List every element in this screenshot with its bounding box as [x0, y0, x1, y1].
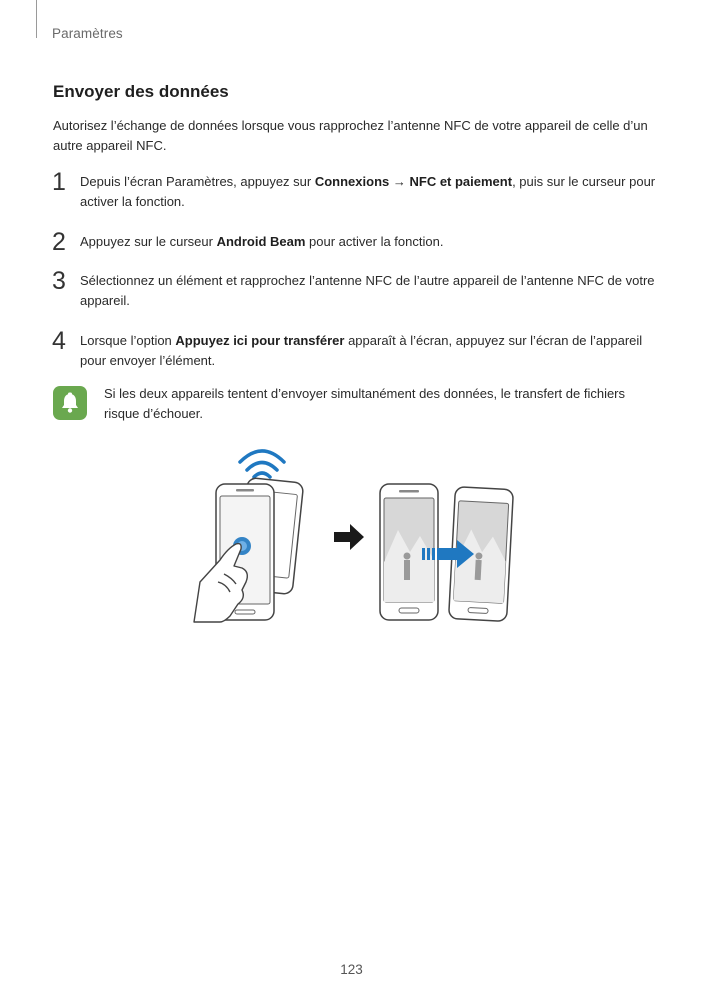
text-run: apparaît à l’écran, appuyez sur l’écran de l’appareil pour envoyer l’élément.	[80, 333, 643, 368]
option-appuyez-transferer: Appuyez ici pour transférer	[175, 333, 345, 348]
note-box	[53, 384, 653, 424]
step-number: 1	[52, 168, 66, 196]
text-run: Sélectionnez un élément et rapprochez l’antenne NFC de l’autre appareil de l’antenne NFC de votre appareil.	[80, 273, 655, 308]
menu-connexions: Connexions	[314, 174, 390, 189]
note-text: Si les deux appareils tentent d’envoyer simultanément des données, le transfert de fichiers risque d’échouer.	[104, 386, 626, 421]
page-number: 123	[340, 962, 363, 977]
step-text	[80, 232, 662, 252]
text-run: pour activer la fonction.	[305, 234, 444, 249]
step-1	[52, 168, 662, 212]
nfc-wave-icon	[240, 451, 284, 477]
text-run: Appuyez sur le curseur	[80, 234, 217, 249]
page-title: Envoyer des données	[53, 82, 229, 101]
step-number: 2	[52, 228, 66, 256]
intro-paragraph: Autorisez l’échange de données lorsque vous rapprochez l’antenne NFC de votre appareil de celle d’un autre appareil NFC.	[53, 118, 648, 153]
step-text	[80, 172, 662, 212]
nfc-illustration	[180, 432, 520, 637]
text-run: Lorsque l’option	[80, 333, 176, 348]
step-2	[52, 228, 662, 256]
arrow-right-icon	[334, 524, 364, 550]
step-4	[52, 327, 662, 371]
margin-rule	[36, 0, 37, 38]
text-run: , puis sur le curseur pour activer la fonction.	[80, 174, 656, 209]
step-3	[52, 267, 662, 311]
option-android-beam: Android Beam	[216, 234, 306, 249]
section-header: Paramètres	[52, 26, 123, 41]
step-text	[80, 331, 662, 371]
bell-icon	[53, 386, 87, 420]
step-number: 3	[52, 267, 66, 295]
step-text	[80, 271, 662, 311]
text-run: Depuis l’écran Paramètres, appuyez sur	[80, 174, 315, 189]
arrow-separator: →	[389, 174, 410, 189]
menu-nfc-paiement: NFC et paiement	[409, 174, 513, 189]
step-number: 4	[52, 327, 66, 355]
